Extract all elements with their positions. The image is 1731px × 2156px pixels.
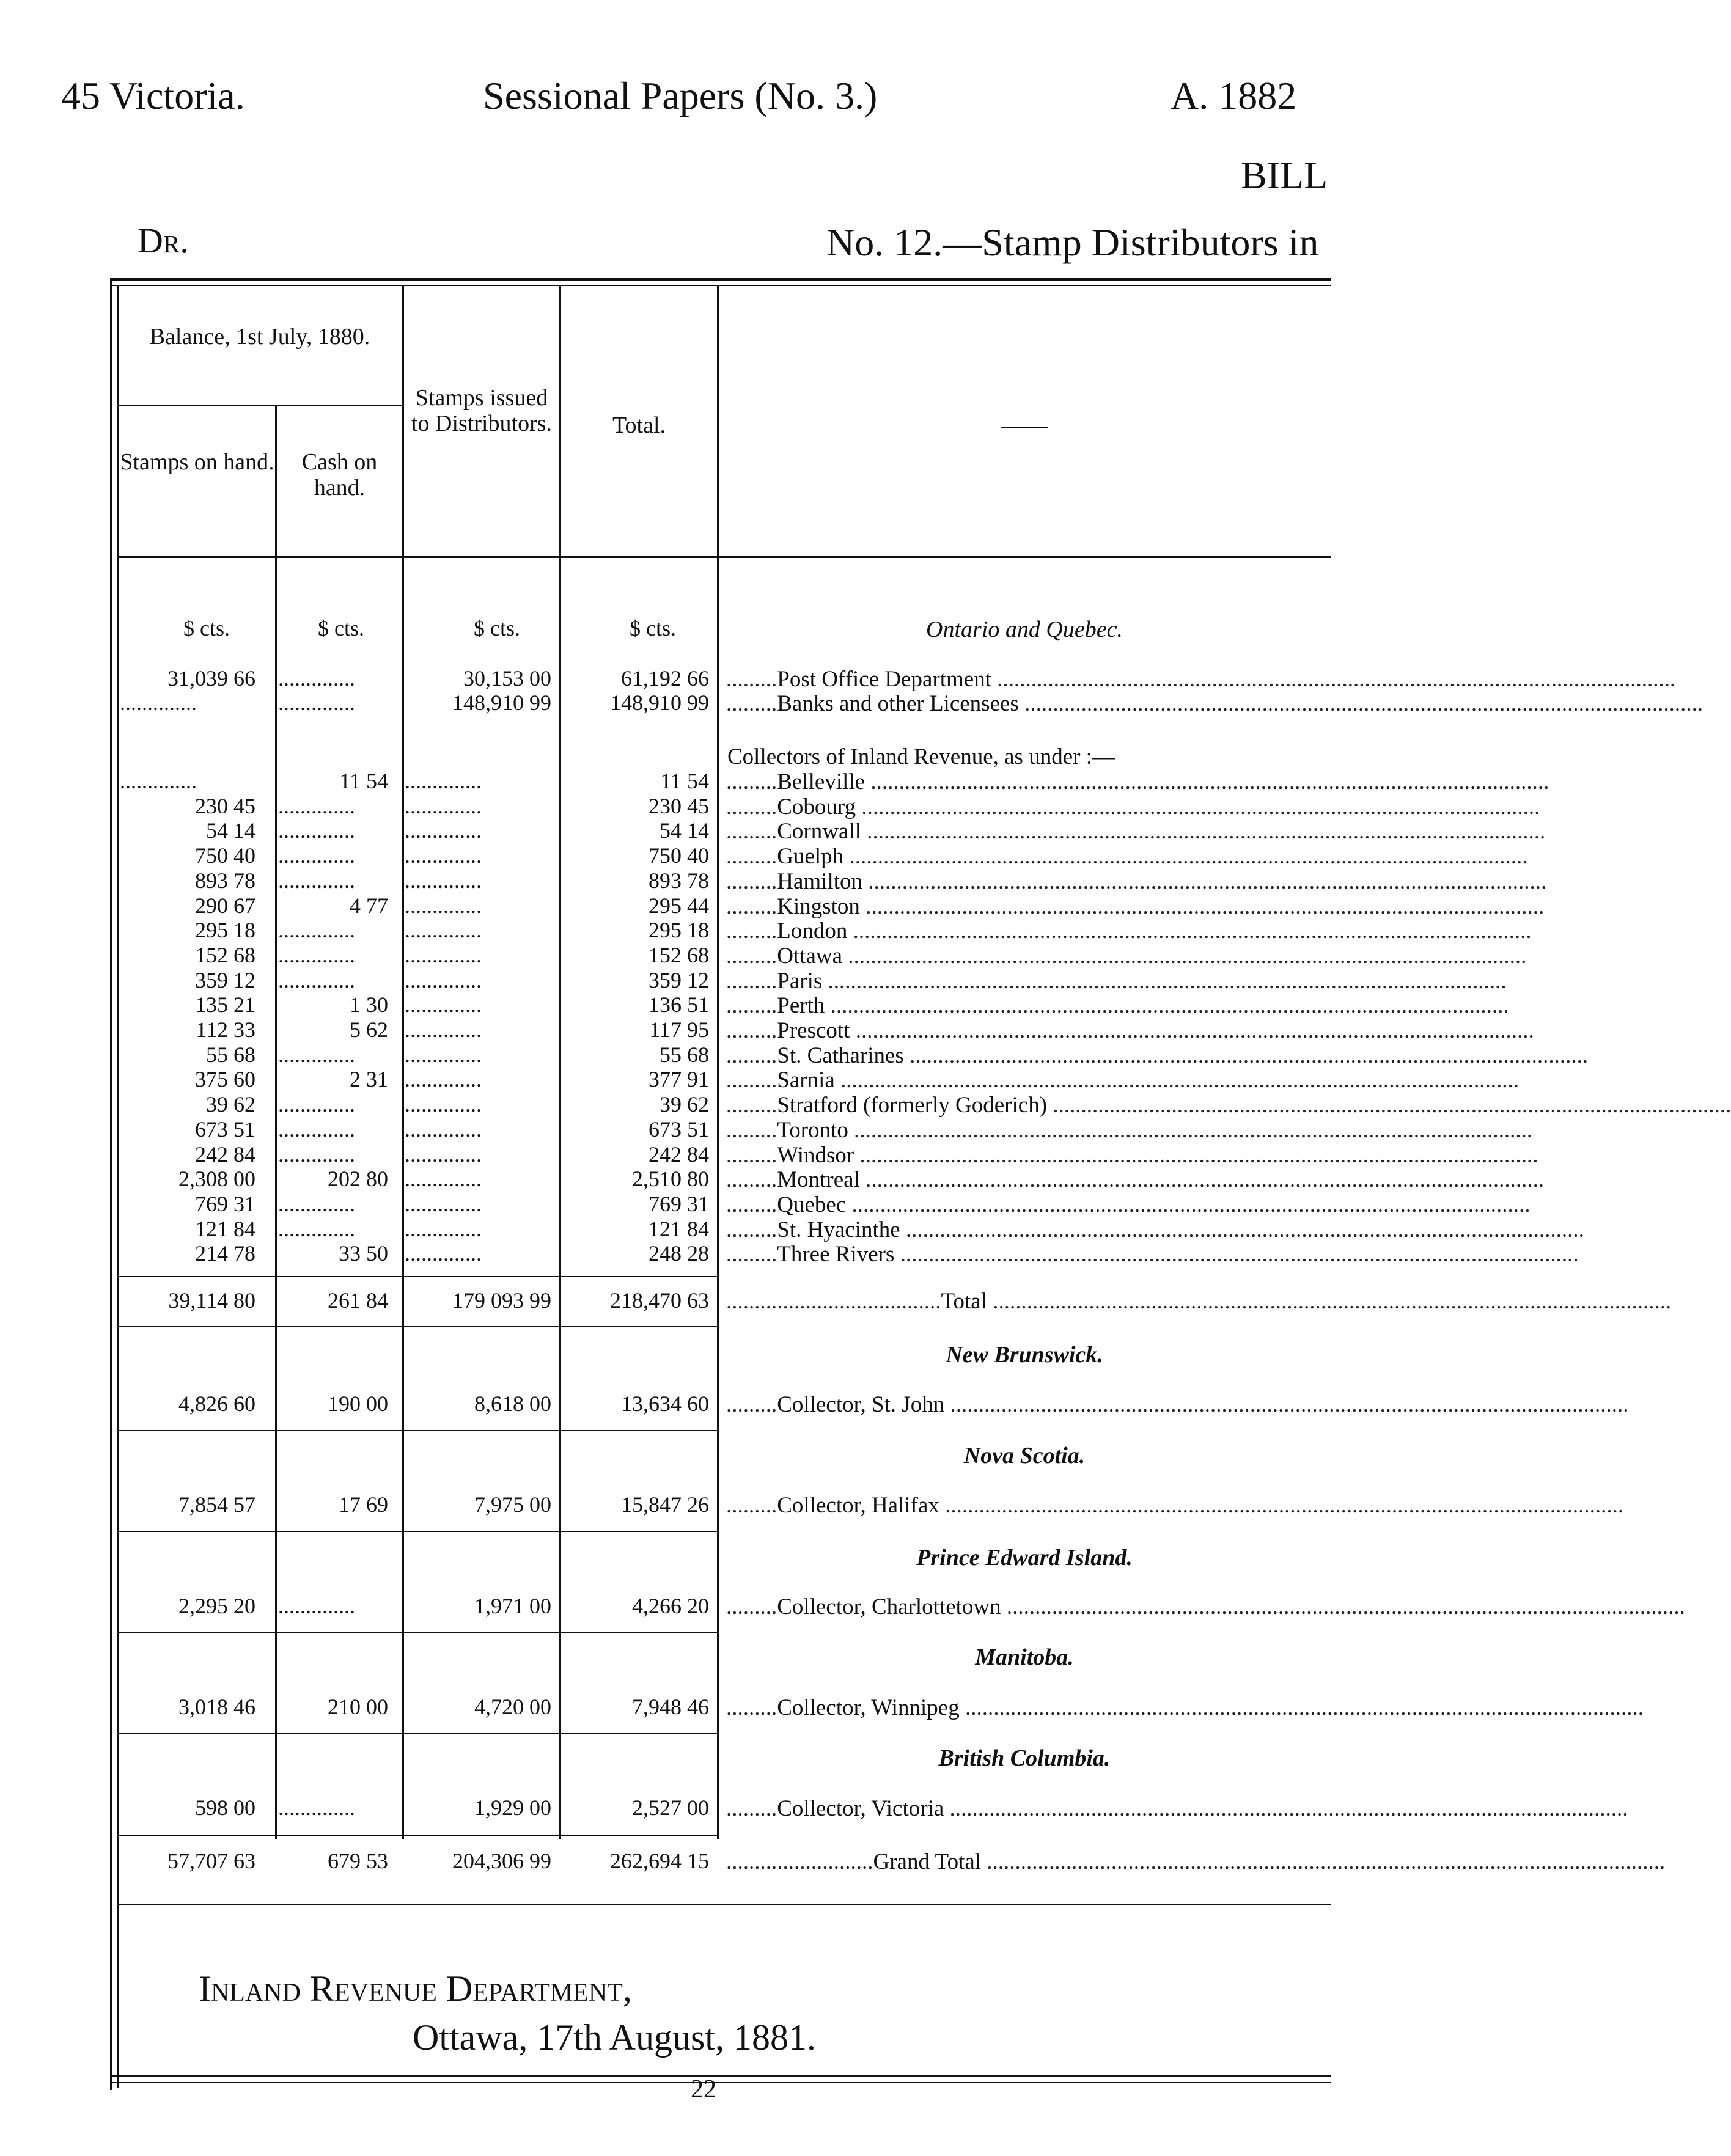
empty-cell: .............. xyxy=(405,769,482,793)
trailing-dots: ........................................................................................................................ xyxy=(842,943,1527,969)
cash-on-hand-header: Cash on hand. xyxy=(301,449,378,501)
cell-total: 7,948 46 xyxy=(632,1695,709,1719)
cell-issued: 204,306 99 xyxy=(452,1849,551,1873)
leader-dots: ......... xyxy=(726,1217,777,1242)
trailing-dots: ........................................................................................................................ xyxy=(1018,691,1703,716)
cell-cash: 210 00 xyxy=(328,1695,388,1719)
row-label-text: Three Rivers xyxy=(777,1242,895,1267)
row-label xyxy=(726,691,1703,717)
row-label xyxy=(726,968,1507,994)
cell-cash: 190 00 xyxy=(328,1392,388,1416)
collectors-intro: Collectors of Inland Revenue, as under :— xyxy=(727,744,1115,769)
row-label-text: Ottawa xyxy=(777,943,843,969)
cell-stamps: 893 78 xyxy=(195,868,255,893)
trailing-dots: ........................................................................................................................ xyxy=(894,1242,1579,1267)
table-top-rule-2 xyxy=(110,285,1331,286)
units-issued: $ cts. xyxy=(474,616,520,640)
cell-issued: 30,153 00 xyxy=(463,666,551,691)
row-label-text: St. Catharines xyxy=(777,1043,904,1068)
cell-cash: 4 77 xyxy=(350,893,388,918)
row-label-text: Hamilton xyxy=(777,868,863,894)
empty-cell: .............. xyxy=(405,793,482,818)
trailing-dots: ........................................................................................................................ xyxy=(843,844,1528,870)
cell-issued: 4,720 00 xyxy=(474,1695,551,1719)
empty-cell: .............. xyxy=(405,942,482,967)
empty-cell: .............. xyxy=(405,818,482,843)
trailing-dots: ........................................................................................................................ xyxy=(944,1392,1629,1417)
cell-cash: 679 53 xyxy=(328,1849,388,1873)
cell-cash: 17 69 xyxy=(339,1492,388,1517)
row-label xyxy=(726,1192,1531,1218)
cell-issued: 7,975 00 xyxy=(474,1492,551,1517)
cell-stamps: 7,854 57 xyxy=(178,1492,255,1517)
row-label-text: Windsor xyxy=(777,1142,854,1168)
row-label-text: Guelph xyxy=(777,844,844,870)
empty-cell: .............. xyxy=(405,1216,482,1241)
cell-cash: 11 54 xyxy=(339,769,388,793)
empty-cell: .............. xyxy=(405,1142,482,1167)
trailing-dots: ........................................................................................................................ xyxy=(825,993,1509,1019)
header-bottom-rule xyxy=(117,556,1331,558)
department-name: Inland Revenue Department, xyxy=(199,1968,632,2009)
row-label xyxy=(726,868,1547,895)
trailing-dots: ........................................................................................................................ xyxy=(1047,1093,1731,1118)
cell-total: 262,694 15 xyxy=(610,1849,709,1873)
units-stamps: $ cts. xyxy=(183,616,230,640)
leader-dots: ......... xyxy=(726,844,777,870)
units-cash: $ cts. xyxy=(318,616,364,640)
cell-cash: 1 30 xyxy=(350,992,388,1018)
bill-label: BILL xyxy=(1241,153,1328,197)
leader-dots: ......... xyxy=(726,993,777,1019)
row-label-text: St. Hyacinthe xyxy=(777,1217,900,1242)
row-label-text: London xyxy=(777,919,848,944)
empty-cell: .............. xyxy=(405,1067,482,1092)
row-label-text: Collector, St. John xyxy=(777,1392,945,1417)
cell-total: 750 40 xyxy=(649,843,709,868)
cell-stamps: 55 68 xyxy=(206,1042,255,1067)
cell-total: 2,510 80 xyxy=(632,1167,709,1192)
empty-cell: .............. xyxy=(278,1594,355,1618)
table-bottom-rule xyxy=(117,1904,1331,1905)
row-label xyxy=(726,1018,1534,1044)
leader-dots: ...................................... xyxy=(726,1289,941,1314)
trailing-dots: ........................................................................................................................ xyxy=(859,1167,1545,1193)
cell-total: 117 95 xyxy=(649,1018,709,1042)
balance-rule xyxy=(117,405,402,406)
cell-issued: 148,910 99 xyxy=(452,691,551,715)
description-header-dash: —— xyxy=(1001,413,1048,438)
year-label: A. 1882 xyxy=(1171,74,1297,117)
empty-cell: .............. xyxy=(405,1042,482,1067)
empty-cell: .............. xyxy=(405,893,482,918)
empty-cell: .............. xyxy=(278,967,355,992)
region-pei: Prince Edward Island. xyxy=(916,1545,1133,1571)
leader-dots: ......... xyxy=(726,794,777,820)
cell-stamps: 375 60 xyxy=(195,1067,255,1092)
cell-total: 377 91 xyxy=(649,1067,709,1092)
cell-stamps: 39 62 xyxy=(206,1092,255,1117)
cell-stamps: 214 78 xyxy=(195,1241,255,1266)
debit-label: Dr. xyxy=(138,221,189,260)
empty-cell: .............. xyxy=(278,843,355,868)
cell-stamps: 121 84 xyxy=(195,1216,255,1241)
row-label-text: Grand Total xyxy=(873,1849,982,1874)
leader-dots: ......... xyxy=(726,1142,777,1168)
trailing-dots: ........................................................................................................................ xyxy=(847,919,1532,944)
leader-dots: .......................... xyxy=(726,1849,873,1874)
mb-rule xyxy=(117,1632,717,1633)
leader-dots: ......... xyxy=(726,1594,777,1619)
cell-total: 152 68 xyxy=(649,942,709,967)
leader-dots: ......... xyxy=(726,691,777,716)
row-label-text: Belleville xyxy=(777,769,866,794)
leader-dots: ......... xyxy=(726,667,777,692)
row-label xyxy=(726,1067,1520,1093)
col-divider-3 xyxy=(559,285,561,1839)
empty-cell: .............. xyxy=(278,1191,355,1216)
empty-cell: .............. xyxy=(278,868,355,893)
empty-cell: .............. xyxy=(278,666,355,691)
row-label xyxy=(726,1795,1628,1822)
trailing-dots: ........................................................................................................................ xyxy=(834,1068,1520,1093)
cell-total: 148,910 99 xyxy=(610,691,709,715)
row-label-text: Sarnia xyxy=(777,1068,835,1093)
trailing-dots: ........................................................................................................................ xyxy=(900,1217,1584,1242)
row-label-text: Quebec xyxy=(777,1192,847,1217)
empty-cell: .............. xyxy=(278,1092,355,1117)
empty-cell: .............. xyxy=(278,1142,355,1167)
pei-rule xyxy=(117,1531,717,1532)
row-label-text: Cornwall xyxy=(777,819,861,845)
cell-total: 54 14 xyxy=(660,818,709,843)
trailing-dots: ........................................................................................................................ xyxy=(865,769,1549,794)
ns-rule xyxy=(117,1430,717,1431)
grand-total-rule xyxy=(117,1835,717,1836)
footer-rule-2 xyxy=(110,2082,1331,2083)
empty-cell: .............. xyxy=(278,1116,355,1142)
empty-cell: .............. xyxy=(405,992,482,1018)
cell-stamps: 673 51 xyxy=(195,1116,255,1142)
cell-total: 673 51 xyxy=(649,1116,709,1142)
cell-stamps: 242 84 xyxy=(195,1142,255,1167)
region-british-columbia: British Columbia. xyxy=(938,1745,1111,1771)
row-label xyxy=(726,1142,1538,1168)
cell-total: 295 44 xyxy=(649,893,709,918)
cell-stamps: 290 67 xyxy=(195,893,255,918)
row-label xyxy=(726,1167,1545,1193)
trailing-dots: ........................................................................................................................ xyxy=(987,1289,1672,1314)
trailing-dots: ........................................................................................................................ xyxy=(903,1043,1589,1068)
cell-stamps: 135 21 xyxy=(195,992,255,1018)
empty-cell: .............. xyxy=(405,1191,482,1216)
region-manitoba: Manitoba. xyxy=(975,1645,1074,1670)
cell-total: 893 78 xyxy=(649,868,709,893)
table-left-border-2 xyxy=(117,285,119,2088)
cell-stamps: 750 40 xyxy=(195,843,255,868)
row-label-text: Perth xyxy=(777,993,825,1019)
trailing-dots: ........................................................................................................................ xyxy=(862,868,1547,894)
row-label xyxy=(726,769,1549,795)
empty-cell: .............. xyxy=(278,942,355,967)
cell-issued: 1,971 00 xyxy=(474,1594,551,1618)
cell-stamps: 39,114 80 xyxy=(168,1288,255,1313)
cell-total: 61,192 66 xyxy=(621,666,709,691)
col-divider-4 xyxy=(717,285,719,1839)
stamps-on-hand-header: Stamps on hand. xyxy=(120,449,274,475)
cell-cash: 202 80 xyxy=(328,1167,388,1192)
row-label xyxy=(726,1849,1666,1875)
empty-cell: .............. xyxy=(278,691,355,715)
leader-dots: ......... xyxy=(726,1068,777,1093)
leader-dots: ......... xyxy=(726,893,777,919)
bc-rule xyxy=(117,1733,717,1734)
cell-total: 248 28 xyxy=(649,1241,709,1266)
subtotal-rule xyxy=(117,1276,717,1277)
cell-stamps: 152 68 xyxy=(195,942,255,967)
session-label: 45 Victoria. xyxy=(61,74,245,117)
cell-stamps: 598 00 xyxy=(195,1795,255,1820)
trailing-dots: ........................................................................................................................ xyxy=(846,1192,1531,1217)
cell-total: 121 84 xyxy=(649,1216,709,1241)
empty-cell: .............. xyxy=(278,918,355,943)
balance-header: Balance, 1st July, 1880. xyxy=(149,324,370,350)
empty-cell: .............. xyxy=(405,1241,482,1266)
stamps-issued-header: Stamps issued to Distributors. xyxy=(411,385,553,436)
page-number: 22 xyxy=(691,2075,716,2103)
empty-cell: .............. xyxy=(405,1018,482,1042)
leader-dots: ......... xyxy=(726,968,777,994)
row-label xyxy=(726,943,1527,969)
trailing-dots: ........................................................................................................................ xyxy=(850,1018,1534,1043)
empty-cell: .............. xyxy=(405,843,482,868)
row-label-text: Stratford (formerly Goderich) xyxy=(777,1093,1048,1118)
cell-stamps: 112 33 xyxy=(196,1018,255,1042)
row-label xyxy=(726,1043,1589,1069)
leader-dots: ......... xyxy=(726,1043,777,1068)
cell-issued: 179 093 99 xyxy=(452,1288,551,1313)
cell-cash: 33 50 xyxy=(339,1241,388,1266)
cell-total: 15,847 26 xyxy=(621,1492,709,1517)
row-label-text: Collector, Winnipeg xyxy=(777,1695,960,1720)
empty-cell: .............. xyxy=(278,1216,355,1241)
leader-dots: ......... xyxy=(726,1018,777,1043)
row-label xyxy=(726,1117,1533,1143)
cell-stamps: 57,707 63 xyxy=(167,1849,255,1873)
row-label-text: Cobourg xyxy=(777,794,856,820)
row-label xyxy=(726,843,1528,870)
leader-dots: ......... xyxy=(726,819,777,845)
empty-cell: .............. xyxy=(278,1042,355,1067)
row-label xyxy=(726,1392,1629,1418)
cell-total: 39 62 xyxy=(660,1092,709,1117)
cell-total: 230 45 xyxy=(649,793,709,818)
table-left-border xyxy=(110,278,112,2090)
row-label xyxy=(726,1217,1584,1243)
row-label-text: Toronto xyxy=(777,1117,848,1143)
row-label-text: Post Office Department xyxy=(777,667,991,692)
leader-dots: ......... xyxy=(726,1796,777,1821)
trailing-dots: ........................................................................................................................ xyxy=(856,794,1540,820)
footer-rule xyxy=(110,2075,1331,2077)
units-total: $ cts. xyxy=(630,616,676,640)
leader-dots: ......... xyxy=(726,1093,777,1118)
cell-stamps: 54 14 xyxy=(206,818,255,843)
trailing-dots: ........................................................................................................................ xyxy=(1001,1594,1685,1619)
cell-total: 4,266 20 xyxy=(632,1594,709,1618)
total-header: Total. xyxy=(612,413,666,438)
empty-cell: .............. xyxy=(405,1167,482,1192)
row-label-text: Kingston xyxy=(777,893,860,919)
row-label xyxy=(726,666,1676,692)
cell-total: 242 84 xyxy=(649,1142,709,1167)
empty-cell: .............. xyxy=(278,793,355,818)
leader-dots: ......... xyxy=(726,1117,777,1143)
empty-cell: .............. xyxy=(278,1795,355,1820)
row-label xyxy=(726,818,1546,845)
cell-total: 295 18 xyxy=(649,918,709,943)
cell-cash: 5 62 xyxy=(350,1018,388,1042)
row-label xyxy=(726,992,1509,1019)
empty-cell: .............. xyxy=(120,769,197,793)
leader-dots: ......... xyxy=(726,1242,777,1267)
col-divider-1 xyxy=(275,406,277,1839)
cell-total: 359 12 xyxy=(649,967,709,992)
empty-cell: .............. xyxy=(405,1116,482,1142)
cell-cash: 261 84 xyxy=(328,1288,388,1313)
trailing-dots: ........................................................................................................................ xyxy=(861,819,1546,845)
cell-total: 13,634 60 xyxy=(621,1392,709,1416)
region-new-brunswick: New Brunswick. xyxy=(946,1342,1103,1368)
row-label-text: Banks and other Licensees xyxy=(777,691,1019,716)
trailing-dots: ........................................................................................................................ xyxy=(991,667,1676,692)
cell-stamps: 2,295 20 xyxy=(178,1594,255,1618)
trailing-dots: ........................................................................................................................ xyxy=(848,1117,1533,1143)
cell-total: 2,527 00 xyxy=(632,1795,709,1820)
row-label-text: Collector, Charlottetown xyxy=(777,1594,1001,1619)
empty-cell: .............. xyxy=(405,1092,482,1117)
row-label xyxy=(726,893,1545,920)
leader-dots: ......... xyxy=(726,769,777,794)
row-label-text: Collector, Victoria xyxy=(777,1796,944,1821)
row-label-text: Total xyxy=(941,1289,987,1314)
row-label xyxy=(726,1092,1731,1118)
cell-stamps: 3,018 46 xyxy=(178,1695,255,1719)
cell-stamps: 230 45 xyxy=(195,793,255,818)
cell-stamps: 295 18 xyxy=(195,918,255,943)
nb-rule xyxy=(117,1326,717,1327)
leader-dots: ......... xyxy=(726,1695,777,1720)
leader-dots: ......... xyxy=(726,1493,777,1518)
cell-stamps: 31,039 66 xyxy=(167,666,255,691)
trailing-dots: ........................................................................................................................ xyxy=(939,1493,1624,1518)
row-label xyxy=(726,1288,1672,1314)
row-label xyxy=(726,918,1532,944)
cell-stamps: 769 31 xyxy=(195,1191,255,1216)
row-label xyxy=(726,1492,1624,1519)
row-label-text: Paris xyxy=(777,968,823,994)
leader-dots: ......... xyxy=(726,1167,777,1193)
leader-dots: ......... xyxy=(726,919,777,944)
leader-dots: ......... xyxy=(726,868,777,894)
row-label xyxy=(726,1695,1644,1721)
region-ontario-quebec: Ontario and Quebec. xyxy=(926,617,1123,642)
table-top-rule xyxy=(110,278,1331,280)
cell-total: 769 31 xyxy=(649,1191,709,1216)
cell-stamps: 4,826 60 xyxy=(178,1392,255,1416)
cell-cash: 2 31 xyxy=(350,1067,388,1092)
row-label xyxy=(726,1241,1579,1267)
cell-total: 55 68 xyxy=(660,1042,709,1067)
trailing-dots: ........................................................................................................................ xyxy=(944,1796,1628,1821)
cell-stamps: 2,308 00 xyxy=(178,1167,255,1192)
row-label-text: Prescott xyxy=(777,1018,850,1043)
leader-dots: ......... xyxy=(726,1392,777,1417)
row-label-text: Montreal xyxy=(777,1167,860,1193)
place-date: Ottawa, 17th August, 1881. xyxy=(413,2017,816,2058)
cell-total: 136 51 xyxy=(649,992,709,1018)
leader-dots: ......... xyxy=(726,943,777,969)
leader-dots: ......... xyxy=(726,1192,777,1217)
empty-cell: .............. xyxy=(278,818,355,843)
trailing-dots: ........................................................................................................................ xyxy=(959,1695,1644,1720)
empty-cell: .............. xyxy=(405,967,482,992)
trailing-dots: ........................................................................................................................ xyxy=(822,968,1507,994)
empty-cell: .............. xyxy=(405,918,482,943)
trailing-dots: ........................................................................................................................ xyxy=(981,1849,1666,1874)
row-label xyxy=(726,1594,1685,1620)
empty-cell: .............. xyxy=(120,691,197,715)
cell-stamps: 359 12 xyxy=(195,967,255,992)
cell-issued: 1,929 00 xyxy=(474,1795,551,1820)
region-nova-scotia: Nova Scotia. xyxy=(963,1443,1086,1469)
row-label-text: Collector, Halifax xyxy=(777,1493,939,1518)
cell-total: 218,470 63 xyxy=(610,1288,709,1313)
papers-label: Sessional Papers (No. 3.) xyxy=(483,74,878,117)
cell-total: 11 54 xyxy=(660,769,709,793)
empty-cell: .............. xyxy=(405,868,482,893)
trailing-dots: ........................................................................................................................ xyxy=(859,893,1545,919)
row-label xyxy=(726,794,1540,820)
cell-issued: 8,618 00 xyxy=(474,1392,551,1416)
col-divider-2 xyxy=(402,285,404,1839)
page-title: No. 12.—Stamp Distributors in xyxy=(826,221,1319,264)
trailing-dots: ........................................................................................................................ xyxy=(854,1142,1538,1168)
